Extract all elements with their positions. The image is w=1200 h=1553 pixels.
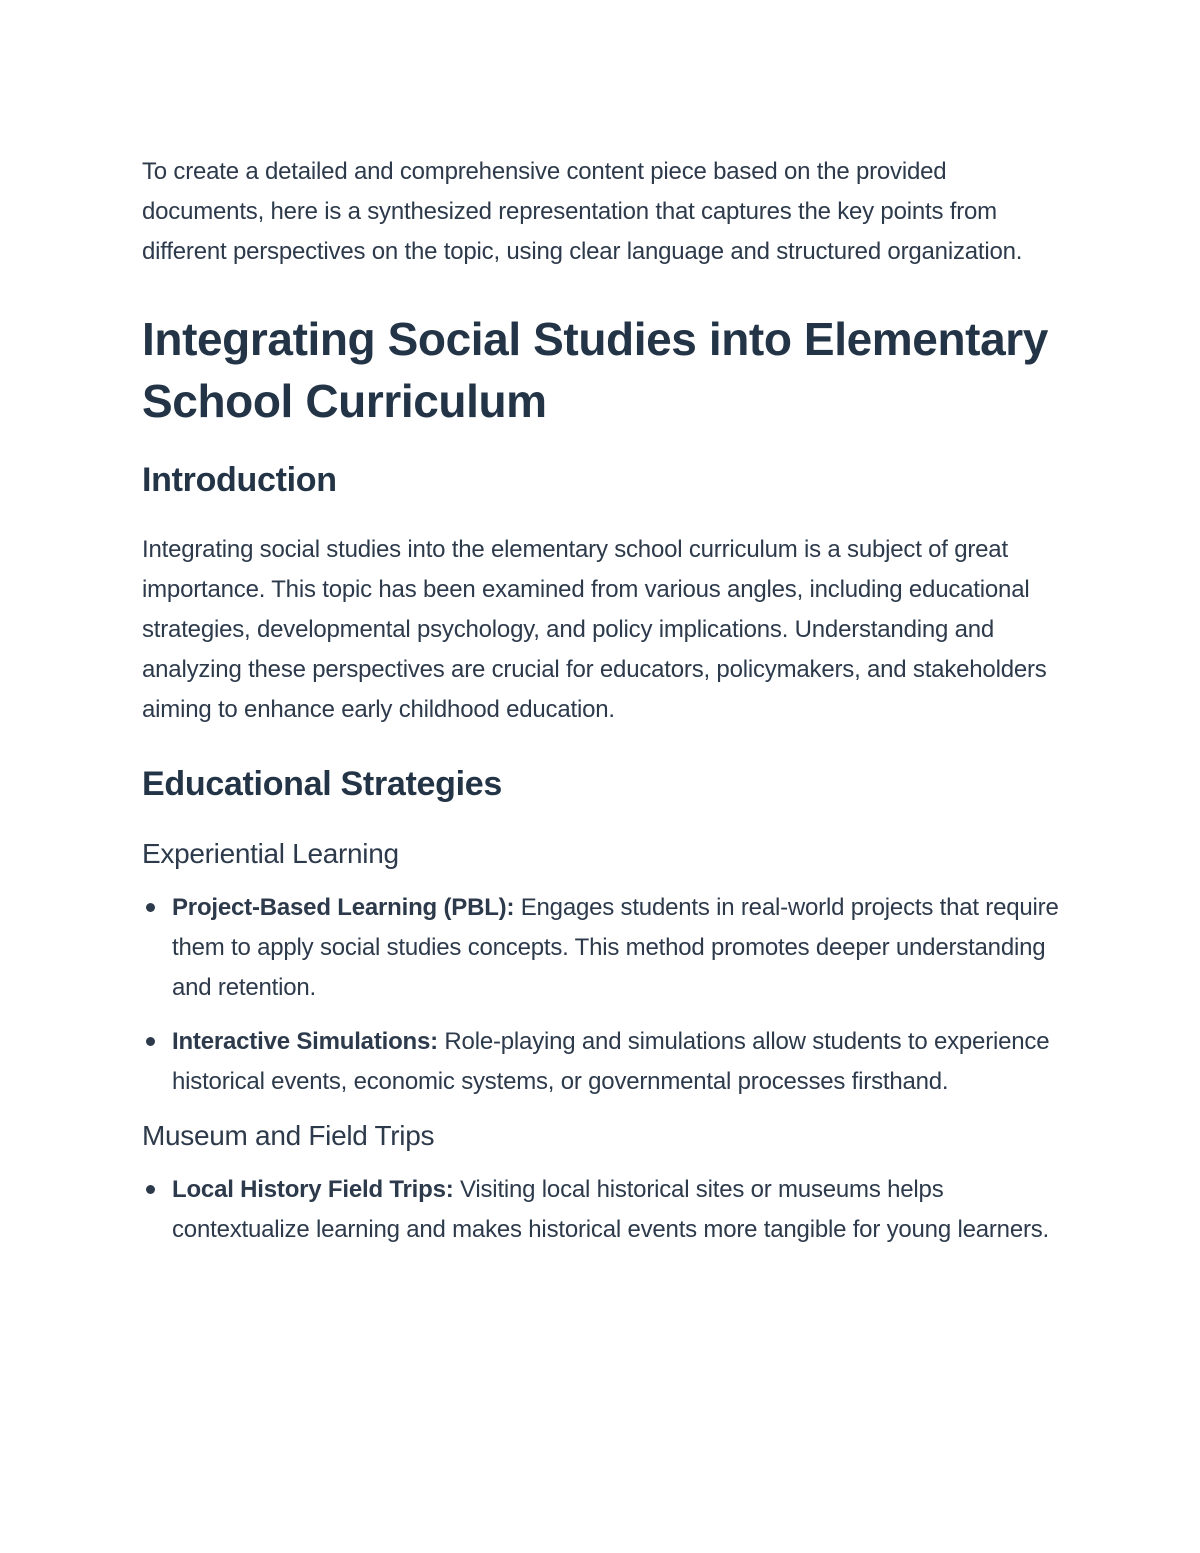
field-trips-heading: Museum and Field Trips xyxy=(142,1120,435,1151)
document-title: Integrating Social Studies into Elementary School Curriculum xyxy=(142,313,1048,427)
experiential-learning-list xyxy=(142,888,1062,1102)
educational-strategies-heading: Educational Strategies xyxy=(142,765,502,803)
list-item-term: Project-Based Learning (PBL): xyxy=(172,894,515,921)
bullet-icon xyxy=(146,903,155,912)
list-item-local-history xyxy=(142,1170,1062,1250)
field-trips-list xyxy=(142,1170,1062,1250)
list-item-term: Local History Field Trips: xyxy=(172,1176,454,1203)
list-item-pbl xyxy=(142,888,1062,1008)
list-item-text: Engages students in real-world projects that require them to apply social studies concepts. This method promotes deeper understanding and retention. xyxy=(172,894,1059,1001)
list-item-term: Interactive Simulations: xyxy=(172,1028,438,1055)
list-item-text: Role-playing and simulations allow students to experience historical events, economic systems, or governmental processes firsthand. xyxy=(172,1028,1050,1095)
intro-paragraph: To create a detailed and comprehensive content piece based on the provided documents, here is a synthesized representation that captures the key points from different perspectives on the topic, using clear language and structured organization. xyxy=(142,158,1023,265)
document-page xyxy=(142,152,1062,1264)
bullet-icon xyxy=(146,1037,155,1046)
list-item-simulations xyxy=(142,1022,1062,1102)
introduction-heading: Introduction xyxy=(142,461,337,499)
introduction-body: Integrating social studies into the elementary school curriculum is a subject of great importance. This topic has been examined from various angles, including educational strategies, developmental psychology, and policy implications. Understanding and analyzing these perspectives are crucial for educators, policymakers, and stakeholders aiming to enhance early childhood education. xyxy=(142,536,1047,723)
list-item-text: Visiting local historical sites or museums helps contextualize learning and makes historical events more tangible for young learners. xyxy=(172,1176,1050,1243)
experiential-learning-heading: Experiential Learning xyxy=(142,838,399,869)
bullet-icon xyxy=(146,1185,155,1194)
